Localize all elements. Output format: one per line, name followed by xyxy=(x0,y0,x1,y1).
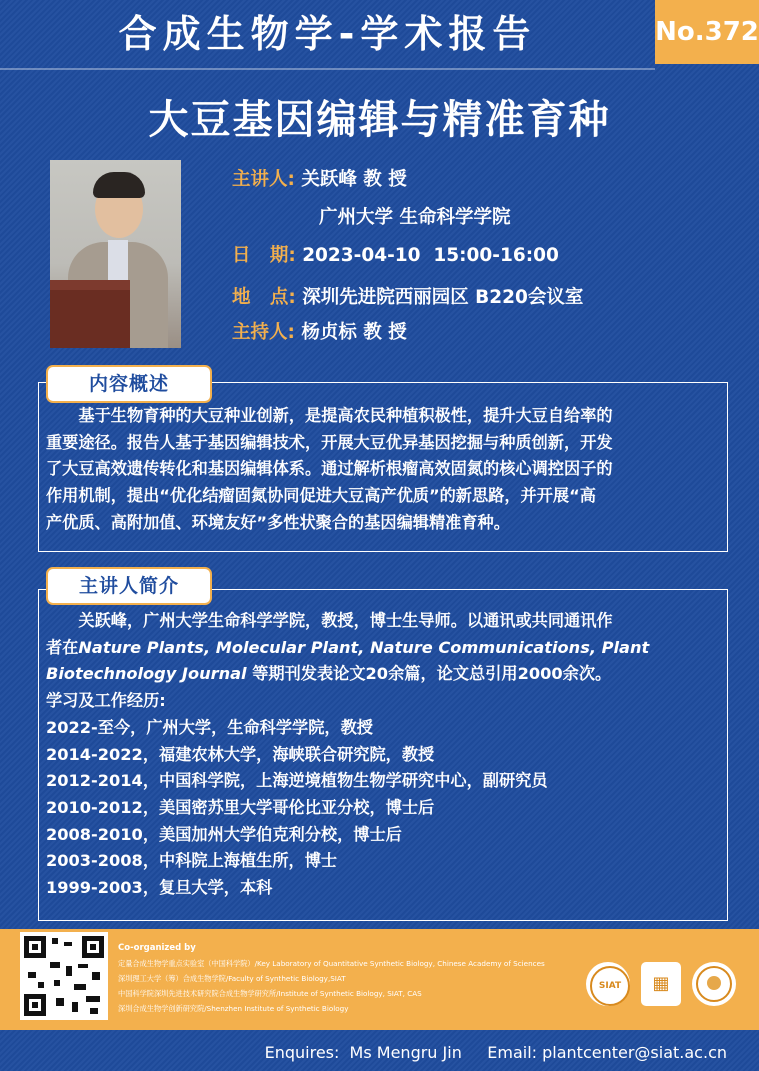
org-line: 深圳理工大学（筹）合成生物学院/Faculty of Synthetic Biology,SIAT xyxy=(118,974,346,983)
abstract-line: 重要途径。报告人基于基因编辑技术，开展大豆优异基因挖掘与种质创新，开发 xyxy=(46,432,613,452)
abstract-heading: 内容概述 xyxy=(46,365,212,403)
bio-intro-line: 关跃峰，广州大学生命科学学院，教授，博士生导师。以通讯或共同通讯作 xyxy=(78,611,613,630)
experience-item: 2010-2012，美国密苏里大学哥伦比亚分校，博士后 xyxy=(46,797,435,817)
place-label: 地 点: xyxy=(232,287,296,308)
experience-item: 1999-2003，复旦大学，本科 xyxy=(46,878,273,898)
issue-number: No.372 xyxy=(655,0,759,64)
speaker-name: 关跃峰 教 授 xyxy=(301,169,407,190)
host-name: 杨贞标 教 授 xyxy=(301,322,407,343)
host-label: 主持人: xyxy=(232,322,295,343)
series-title: 合成生物学-学术报告 xyxy=(0,0,655,70)
abstract-text xyxy=(46,403,714,537)
experience-item: 2014-2022，福建农林大学，海峡联合研究院，教授 xyxy=(46,744,435,764)
place-value: 深圳先进院西丽园区 B220会议室 xyxy=(302,287,584,308)
experience-title: 学习及工作经历: xyxy=(46,691,166,711)
photo-hair xyxy=(93,172,145,198)
experience-item: 2003-2008，中科院上海植生所，博士 xyxy=(46,851,338,871)
experience-item: 2022-至今，广州大学，生命科学学院，教授 xyxy=(46,717,373,737)
bio-intro-line xyxy=(46,635,714,662)
journal-names: Nature Plants, Molecular Plant, Nature Communications, Plant xyxy=(78,637,650,657)
siat-logo-text: SIAT xyxy=(590,966,630,1006)
org-line: 定量合成生物学重点实验室（中国科学院）/Key Laboratory of Quantitative Synthetic Biology, Chinese Academy of Sciences xyxy=(118,959,545,968)
bio-text xyxy=(46,608,714,902)
co-organized-label: Co-organized by xyxy=(118,943,196,953)
co-organizers xyxy=(118,940,545,1016)
siat-logo-icon xyxy=(586,962,630,1006)
abstract-line: 基于生物育种的大豆种业创新，是提高农民种植积极性，提升大豆自给率的 xyxy=(78,406,613,425)
synbio-logo-icon xyxy=(692,962,736,1006)
photo-podium xyxy=(50,280,130,348)
abstract-line: 了大豆高效遗传转化和基因编辑体系。通过解析根瘤高效固氮的核心调控因子的 xyxy=(46,459,613,479)
speaker-affiliation: 广州大学 生命科学学院 xyxy=(319,207,511,228)
talk-title: 大豆基因编辑与精准育种 xyxy=(148,97,611,143)
date-label: 日 期: xyxy=(232,245,296,266)
org-line: 中国科学院深圳先进技术研究院合成生物学研究所/Institute of Synthetic Biology, SIAT, CAS xyxy=(118,989,422,998)
experience-item: 2008-2010，美国加州大学伯克利分校，博士后 xyxy=(46,824,402,844)
speaker-photo xyxy=(50,160,181,348)
bio-intro-suffix: 等期刊发表论文20余篇，论文总引用2000余次。 xyxy=(252,664,612,684)
org-line: 深圳合成生物学创新研究院/Shenzhen Institute of Synthetic Biology xyxy=(118,1004,349,1013)
abstract-line: 作用机制，提出“优化结瘤固氮协同促进大豆高产优质”的新思路，并开展“高 xyxy=(46,486,596,506)
bio-intro-line xyxy=(46,661,714,688)
institute-logo-icon: ▦ xyxy=(641,962,681,1006)
journal-names-cont: Biotechnology Journal xyxy=(46,664,247,684)
abstract-line: 产优质、高附加值、环境友好”多性状聚合的基因编辑精准育种。 xyxy=(46,512,510,532)
photo-collar xyxy=(108,240,128,280)
speaker-label: 主讲人: xyxy=(232,169,295,190)
enquiry-contact: Enquires: Ms Mengru Jin Email: plantcenter@siat.ac.cn xyxy=(264,1043,727,1062)
bio-intro-prefix: 者在 xyxy=(46,637,79,657)
date-value: 2023-04-10 15:00-16:00 xyxy=(302,245,559,266)
photo-podium-top xyxy=(50,280,130,290)
experience-item: 2012-2014，中国科学院，上海逆境植物生物学研究中心，副研究员 xyxy=(46,771,548,791)
qr-code-icon[interactable] xyxy=(20,932,108,1020)
bio-heading: 主讲人简介 xyxy=(46,567,212,605)
